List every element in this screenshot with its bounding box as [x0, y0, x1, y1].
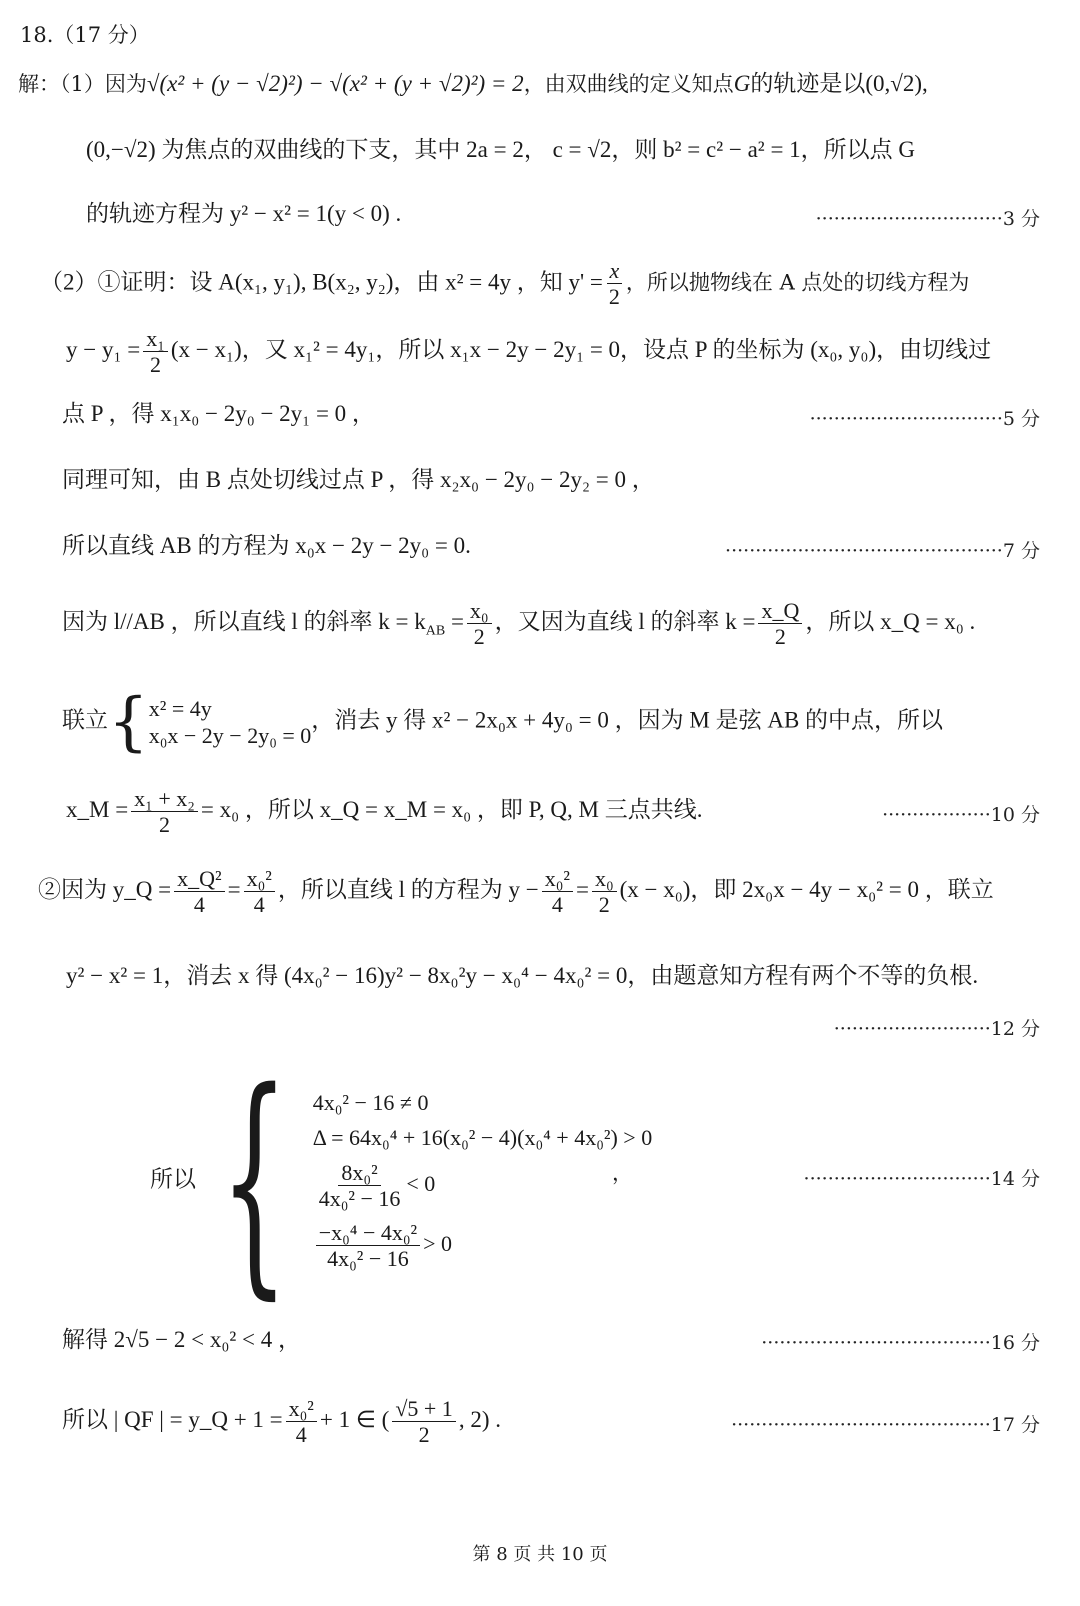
system-comma: ， [612, 1161, 633, 1185]
part1-line1 [18, 70, 928, 99]
point-g: G [733, 71, 751, 96]
system-eq-1: x² = 4y [148, 695, 212, 721]
simultaneous-label: 联立 [62, 707, 108, 733]
score-14: ·······························14 分 [803, 1168, 1040, 1190]
score-17: ···········································17 分 [731, 1414, 1040, 1436]
line-l-tail: (x − x₀)，即 2x₀x − 4y − x₀² = 0 ，联立 [619, 877, 994, 903]
line-l-fraction-2: $\frac{\text{x₀}}{2}$ [592, 866, 617, 918]
part2-line13 [62, 1396, 501, 1448]
eq-sign: = [227, 877, 241, 903]
ineq-2: Δ = 64x₀⁴ + 16(x₀² − 4)(x₀⁴ + 4x₀²) > 0 [312, 1125, 653, 1151]
part2-line4: 同理可知，由 B 点处切线过点 P ，得 x₂x₀ − 2y₀ − 2y₂ = 0 ， [62, 467, 655, 492]
qf-range-open: + 1 ∈ ( [319, 1407, 390, 1433]
system-of-inequalities: { 4x₀² − 16 ≠ 0 Δ = 64x₀⁴ + 16(x₀² − 4)(x₀⁴ + 4x₀²) > 0 $\frac{\text{8x₀²}}{\text{4x₀² − 16}}$ < 0 $\frac{\text{−x₀⁴ − 4x₀²}}{\text{4x₀² − 16}}$ > 0 [219, 1040, 653, 1320]
midpoint-fraction: $\frac{\text{x₁ + x₂}}{2}$ [131, 786, 198, 838]
tangent-eq-lhs: y − y₁ = [66, 337, 141, 363]
line-l-fraction-1: $\frac{\text{x₀²}}{4}$ [542, 866, 573, 918]
slope-fraction-1: $\frac{\text{x₀}}{2}$ [467, 598, 492, 650]
qf-range-close: , 2) . [458, 1407, 501, 1433]
score-16: ······································16 分 [761, 1332, 1040, 1354]
slope-conclusion: ，所以 x_Q = x₀ . [805, 609, 976, 635]
part1-line3: 的轨迹方程为 y² − x² = 1(y < 0) . [86, 201, 402, 226]
qf-text: 所以 | QF | = y_Q + 1 = [62, 1407, 283, 1433]
system-eq-2: x₀x − 2y − 2y₀ = 0 [148, 723, 312, 748]
score-7: ··············································7 分 [725, 540, 1040, 562]
part2-line1-text: （2）①证明：设 A(x₁, y₁), B(x₂, y₂)，由 x² = 4y ，知 y' = [40, 269, 603, 295]
part2-line11 [150, 1040, 653, 1320]
part1-intro: 解：（1）因为 [18, 72, 147, 96]
slope-eq: = [445, 609, 464, 635]
problem-header: 18.（17 分） [20, 23, 150, 47]
eq-sign-2: = [575, 877, 589, 903]
part2-line8 [66, 786, 703, 838]
ineq-3: $\frac{\text{8x₀²}}{\text{4x₀² − 16}}$ < 0 [318, 1159, 436, 1212]
derivative-fraction: $\frac{x}{2}$ [606, 258, 623, 310]
therefore-label: 所以 [150, 1166, 196, 1192]
slope-text: 因为 l//AB ，所以直线 l 的斜率 k = k [62, 609, 426, 635]
part1-line2: (0,−√2) 为焦点的双曲线的下支，其中 2a = 2， c = √2，则 b² = c² − a² = 1，所以点 G [86, 137, 916, 162]
line-l-text: ，所以直线 l 的方程为 y − [277, 877, 539, 903]
qf-fraction-2: $\frac{√5 + 1}{2}$ [392, 1396, 455, 1448]
ineq-4: $\frac{\text{−x₀⁴ − 4x₀²}}{\text{4x₀² − 16}}$ > 0 [313, 1220, 653, 1272]
score-3: ·······························3 分 [815, 208, 1040, 230]
qf-fraction-1: $\frac{\text{x₀²}}{4}$ [286, 1396, 317, 1448]
part2-line2-tail: (x − x₁)，又 x₁² = 4y₁，所以 x₁x − 2y − 2y₁ = 0，设点 P 的坐标为 (x₀, y₀)，由切线过 [170, 337, 992, 363]
score-5: ································5 分 [809, 408, 1040, 430]
part2-line12: 解得 2√5 − 2 < x₀² < 4 ， [62, 1327, 301, 1352]
slope-subscript: AB [425, 623, 446, 639]
part1-text-end: 的轨迹是以(0,√2), [750, 71, 928, 96]
part1-text: ，由双曲线的定义知点 [523, 72, 734, 96]
slope-text-2: ，又因为直线 l 的斜率 k = [494, 609, 756, 635]
collinear-conclusion: = x₀ ，所以 x_Q = x_M = x₀ ，即 P, Q, M 三点共线. [200, 797, 703, 823]
score-12: ··························12 分 [833, 1018, 1040, 1040]
part1-equation: √(x² + (y − √2)²) − √(x² + (y + √2)²) = 2 [146, 71, 524, 96]
slope-fraction-2: $\frac{x\_Q}{2}$ [758, 598, 802, 650]
system-of-equations-1: { x² = 4y x₀x − 2y − 2y₀ = 0 [108, 685, 312, 759]
yq-fraction-2: $\frac{\text{x₀²}}{4}$ [244, 866, 275, 918]
part2-line1 [40, 258, 969, 310]
midpoint-lhs: x_M = [66, 797, 129, 823]
page-footer: 第 8 页 共 10 页 [472, 1544, 608, 1565]
part2-line6 [62, 598, 975, 650]
eliminate-text: ，消去 y 得 x² − 2x₀x + 4y₀ = 0 ，因为 M 是弦 AB 的中点，所以 [311, 707, 944, 733]
yq-fraction-1: $\frac{\text{x\_Q²}}{4}$ [174, 866, 224, 918]
part2-line2 [66, 326, 991, 378]
yq-text: ②因为 y_Q = [38, 877, 172, 903]
part2-line9 [38, 866, 994, 918]
part2-line7 [62, 685, 944, 759]
score-10: ··················10 分 [882, 804, 1040, 826]
part2-line5: 所以直线 AB 的方程为 x₀x − 2y − 2y₀ = 0. [62, 533, 471, 558]
part2-line10: y² − x² = 1，消去 x 得 (4x₀² − 16)y² − 8x₀²y − x₀⁴ − 4x₀² = 0，由题意知方程有两个不等的负根. [66, 963, 979, 988]
ineq-1: 4x₀² − 16 ≠ 0 [312, 1089, 429, 1115]
part2-line3: 点 P ，得 x₁x₀ − 2y₀ − 2y₁ = 0 ， [62, 401, 375, 426]
part2-line1-tail: ，所以抛物线在 A 点处的切线方程为 [625, 270, 970, 295]
tangent-slope-fraction: $\frac{\text{x₁}}{2}$ [143, 326, 168, 378]
